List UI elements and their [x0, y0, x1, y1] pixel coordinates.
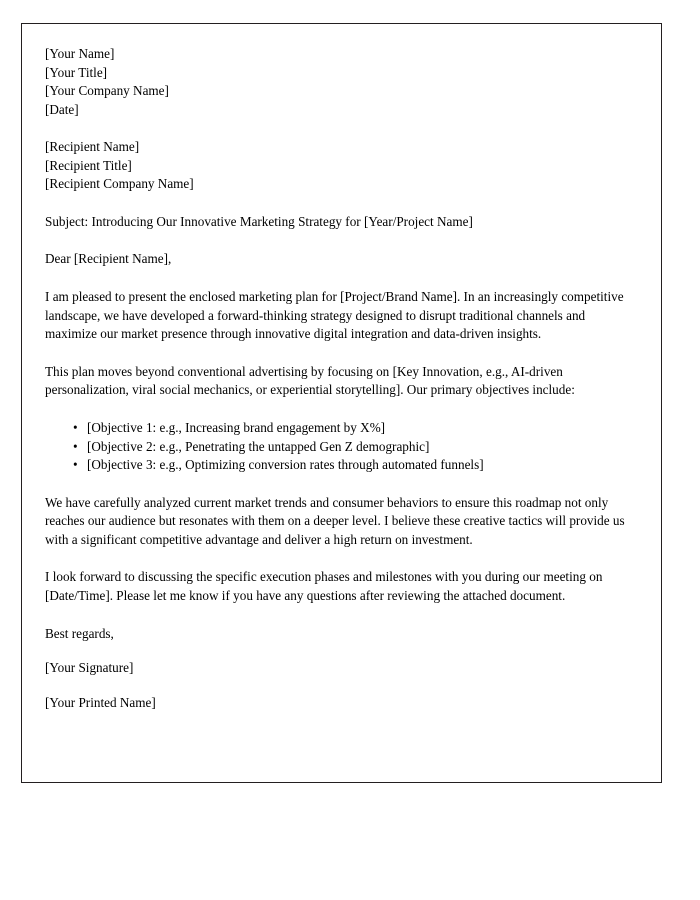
spacer-before-paragraph-2: [45, 344, 640, 363]
spacer-before-signature: [45, 643, 640, 659]
recipient-name: [Recipient Name]: [45, 138, 140, 154]
letter-content: [45, 45, 640, 712]
body-paragraph-2: This plan moves beyond conventional advertising by focusing on [Key Innovation, e.g., AI-driven personalization, viral social mechanics, or experiential storytelling]. Our primary objectives include:: [45, 363, 575, 398]
body-paragraph-1: I am pleased to present the enclosed marketing plan for [Project/Brand Name]. In an increasingly competitive landscape, we have developed a forward-thinking strategy designed to disrupt traditional channels and maximize our market presence through innovative digital integration and data-driven insights.: [45, 288, 624, 342]
sender-company: [Your Company Name]: [45, 83, 169, 99]
list-item: [45, 419, 640, 438]
spacer-before-paragraph-4: [45, 549, 640, 568]
list-item: [45, 438, 640, 457]
sender-title: [Your Title]: [45, 64, 108, 80]
address-block-spacer: [45, 119, 640, 138]
spacer-before-printed-name: [45, 678, 640, 694]
spacer-before-objective-list: [45, 400, 640, 419]
closing-line: Best regards,: [45, 625, 114, 641]
spacer-before-paragraph-1: [45, 269, 640, 288]
recipient-address-block: [45, 138, 640, 194]
spacer-before-closing: [45, 606, 640, 625]
subject-line: Subject: Introducing Our Innovative Marketing Strategy for [Year/Project Name]: [45, 213, 473, 229]
bullet-icon: •: [73, 419, 78, 435]
spacer-after-objective-list: [45, 475, 640, 494]
spacer-before-salutation: [45, 231, 640, 250]
bullet-icon: •: [73, 438, 78, 454]
recipient-company: [Recipient Company Name]: [45, 176, 194, 192]
bullet-icon: •: [73, 457, 78, 473]
letter-date: [Date]: [45, 101, 79, 117]
recipient-title: [Recipient Title]: [45, 157, 132, 173]
signature-placeholder: [Your Signature]: [45, 660, 134, 676]
list-item: [45, 456, 640, 475]
sender-address-block: [45, 45, 640, 119]
objective-1-text: [Objective 1: e.g., Increasing brand engagement by X%]: [87, 419, 386, 435]
objective-list: [45, 419, 640, 475]
letter-border-frame: [21, 23, 662, 783]
salutation: Dear [Recipient Name],: [45, 251, 172, 267]
spacer-before-subject: [45, 194, 640, 213]
body-paragraph-3: We have carefully analyzed current market trends and consumer behaviors to ensure this roadmap not only reaches our audience but resonates with them on a deeper level. I believe these creative tactics will provide us with a significant competitive advantage and deliver a high return on investment.: [45, 494, 625, 547]
printed-name-placeholder: [Your Printed Name]: [45, 694, 156, 710]
body-paragraph-4: I look forward to discussing the specific execution phases and milestones with you during our meeting on [Date/Time]. Please let me know if you have any questions after reviewing the attached document.: [45, 569, 603, 604]
objective-3-text: [Objective 3: e.g., Optimizing conversion rates through automated funnels]: [87, 457, 484, 473]
objective-2-text: [Objective 2: e.g., Penetrating the untapped Gen Z demographic]: [87, 438, 430, 454]
sender-name: [Your Name]: [45, 46, 115, 61]
